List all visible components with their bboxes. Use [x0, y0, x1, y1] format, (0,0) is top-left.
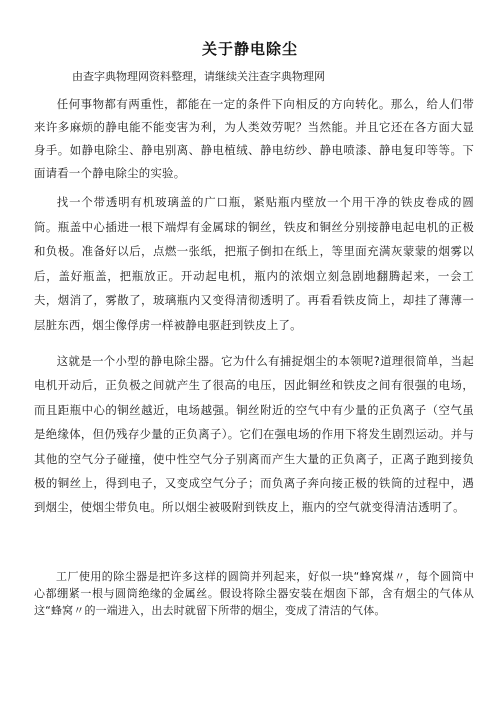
document-title: 关于静电除尘 [201, 40, 298, 58]
paragraph-explanation: 这就是一个小型的静电除尘器。它为什么有捕捉烟尘的本领呢?道理很简单，当起电机开动后，正负极之间就产生了很高的电压，因此铜丝和铁皮之间有很强的电场，而且距瓶中心的铜丝越近，电场越强。铜丝附近的空气中有少量的正负离子（空气虽是绝缘体，但仍残存少量的正负离子）。它们在强电场的作用下将发生剧烈运动。并与其他的空气分子碰撞，使中性空气分子别离而产生大量的正负离子，正离子跑到接负极的铜丝上，得到电子，又变成空气分子；而负离子奔向接正极的铁筒的过程中，遇到烟尘，使烟尘带负电。所以烟尘被吸附到铁皮上，瓶内的空气就变得清洁透明了。 [34, 354, 474, 515]
paragraph-industrial: 工厂使用的除尘器是把许多这样的圆筒并列起来，好似一块“蜂窝煤〃，每个圆筒中心都绷紧一根与圆筒绝缘的金属丝。假设将除尘器安装在烟囱下部，含有烟尘的气体从这“蜂窝〃的一端进入，出去时就留下所带的烟尘，变成了清洁的气体。 [34, 570, 474, 617]
document-subtitle: 由查字典物理网资料整理，请继续关注查字典物理网 [72, 70, 325, 83]
paragraph-intro: 任何事物都有两重性，都能在一定的条件下向相反的方向转化。那么，给人们带来许多麻烦的静电能不能变害为利，为人类效劳呢？当然能。并且它还在各方面大显身手。如静电除尘、静电别离、静电植绒、静电纺纱、静电喷漆、静电复印等等。下面请看一个静电除尘的实验。 [34, 97, 474, 180]
paragraph-experiment: 找一个带透明有机玻璃盖的广口瓶，紧贴瓶内壁放一个用干净的铁皮卷成的圆筒。瓶盖中心插进一根下端焊有金属球的铜丝，铁皮和铜丝分别接静电起电机的正极和负极。准备好以后，点燃一张纸，把瓶子倒扣在纸上，等里面充满灰蒙蒙的烟雾以后，盖好瓶盖，把瓶放正。开动起电机，瓶内的浓烟立刻急剧地翻腾起来，一会工夫，烟消了，雾散了，玻璃瓶内又变得清彻透明了。再看看铁皮筒上，却挂了薄薄一层脏东西，烟尘像俘虏一样被静电驱赶到铁皮上了。 [34, 195, 474, 332]
